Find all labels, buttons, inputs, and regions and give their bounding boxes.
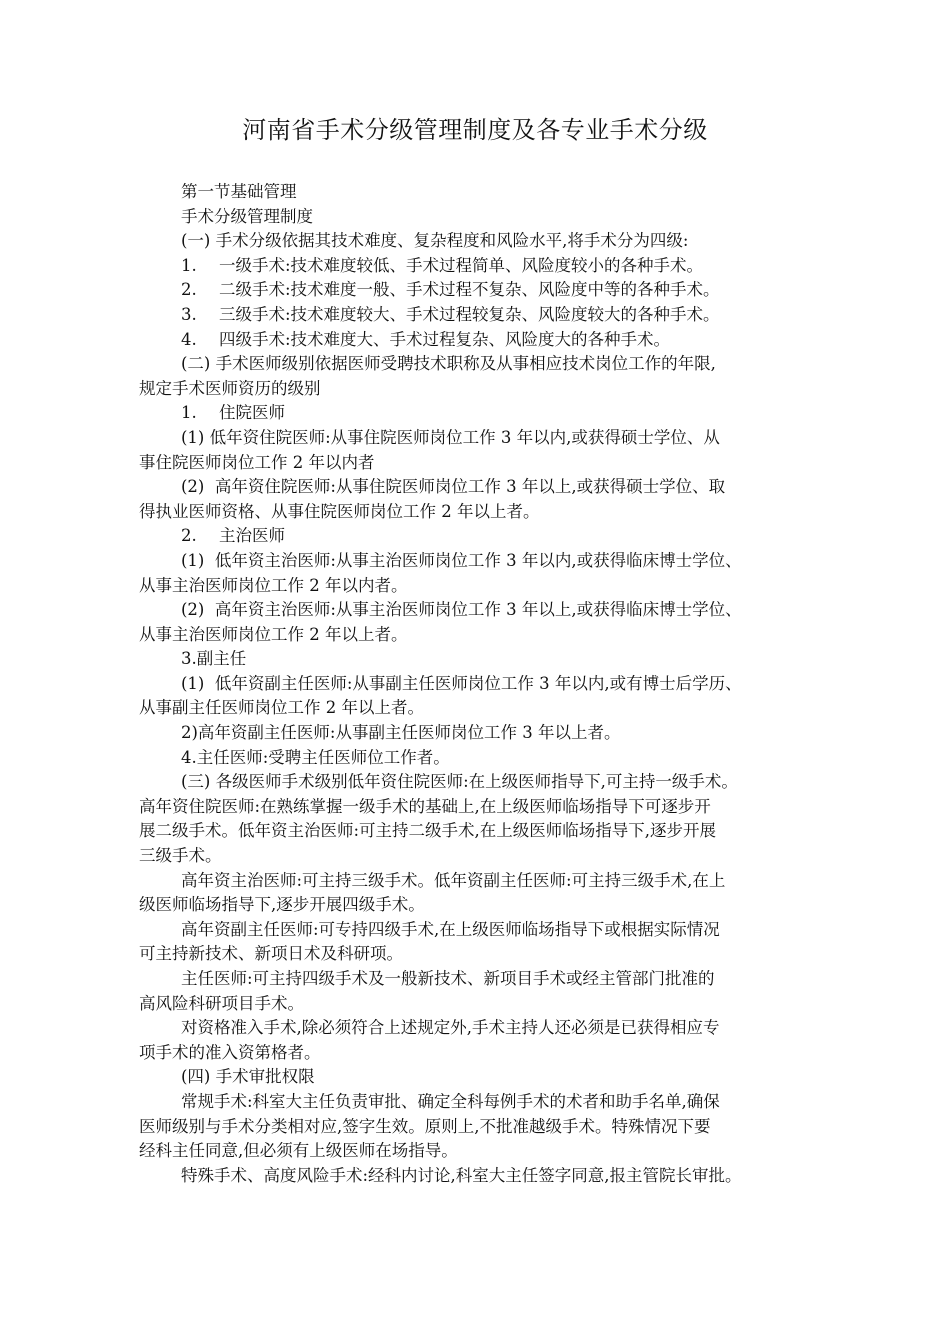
- line-text: 4.主任医师:受聘主任医师位工作者。: [181, 747, 450, 767]
- text-line: [139, 205, 829, 230]
- text-line: [139, 893, 829, 918]
- line-text: (一) 手术分级依据其技术难度、复杂程度和风险水平,将手术分为四级:: [181, 231, 689, 251]
- text-line: [139, 721, 829, 746]
- line-text: 住院医师: [219, 403, 285, 423]
- text-line: [139, 377, 829, 402]
- text-line: [139, 451, 829, 476]
- text-line: [139, 647, 829, 672]
- line-text: 第一节基础管理: [181, 182, 297, 201]
- line-text: 事住院医师岗位工作 2 年以内者: [139, 452, 375, 472]
- list-number: 4.: [181, 329, 197, 349]
- list-number: 1.: [181, 403, 197, 423]
- text-line: [139, 672, 829, 697]
- line-text: 三级手术:技术难度较大、手术过程较复杂、风险度较大的各种手术。: [219, 304, 720, 324]
- line-text: 特殊手术、高度风险手术:经科内讨论,科室大主任签字同意,报主管院长审批。: [181, 1165, 742, 1185]
- line-text: (四) 手术审批权限: [181, 1067, 315, 1087]
- text-line: [139, 254, 829, 279]
- text-line: [139, 819, 829, 844]
- text-line: [139, 795, 829, 820]
- text-line: [139, 623, 829, 648]
- text-line: [139, 1139, 829, 1164]
- list-number: 2.: [181, 280, 197, 300]
- line-text: (1) 低年资副主任医师:从事副主任医师岗位工作 3 年以内,或有博士后学历、: [181, 673, 742, 693]
- text-line: [139, 869, 829, 894]
- line-text: 医师级别与手术分类相对应,签字生效。原则上,不批准越级手术。特殊情况下要: [139, 1116, 711, 1136]
- line-text: 一级手术:技术难度较低、手术过程简单、风险度较小的各种手术。: [219, 255, 704, 275]
- line-text: (二) 手术医师级别依据医师受聘技术职称及从事相应技术岗位工作的年限,: [181, 354, 716, 374]
- text-line: [139, 918, 829, 943]
- text-line: [139, 770, 829, 795]
- line-text: 高年资副主任医师:可专持四级手术,在上级医师临场指导下或根据实际情况: [181, 919, 720, 939]
- line-text: 手术分级管理制度: [181, 206, 313, 226]
- line-text: 级医师临场指导下,逐步开展四级手术。: [139, 895, 425, 915]
- line-text: 展二级手术。低年资主治医师:可主持二级手术,在上级医师临场指导下,逐步开展: [139, 821, 717, 841]
- text-line: [139, 549, 829, 574]
- line-text: 高年资住院医师:在熟练掌握一级手术的基础上,在上级医师临场指导下可逐步开: [139, 796, 711, 816]
- text-line: [139, 942, 829, 967]
- text-line: [139, 278, 829, 303]
- line-text: 规定手术医师资历的级别: [139, 378, 321, 398]
- line-text: 可主持新技术、新项日术及科研项。: [139, 944, 403, 964]
- document-title: 河南省手术分级管理制度及各专业手术分级: [242, 116, 708, 144]
- text-line: [139, 426, 829, 451]
- line-text: 3.副主任: [181, 649, 247, 669]
- text-line: [139, 180, 829, 205]
- line-text: 从事副主任医师岗位工作 2 年以上者。: [139, 698, 424, 718]
- text-line: [139, 475, 829, 500]
- document-body: [139, 180, 829, 1188]
- text-line: [139, 992, 829, 1017]
- text-line: [139, 746, 829, 771]
- list-number: 1.: [181, 255, 197, 275]
- text-line: [139, 328, 829, 353]
- text-line: [139, 1115, 829, 1140]
- line-text: 经科主任同意,但必须有上级医师在场指导。: [139, 1141, 458, 1161]
- line-text: 常规手术:科室大主任负责审批、确定全科每例手术的术者和助手名单,确保: [181, 1091, 720, 1111]
- text-line: [139, 696, 829, 721]
- line-text: 二级手术:技术难度一般、手术过程不复杂、风险度中等的各种手术。: [219, 280, 720, 300]
- text-line: [139, 1016, 829, 1041]
- text-line: [139, 1090, 829, 1115]
- line-text: 主治医师: [219, 526, 285, 546]
- list-number: 3.: [181, 304, 197, 324]
- text-line: [139, 967, 829, 992]
- line-text: 高风险科研项目手术。: [139, 993, 304, 1013]
- line-text: 四级手术:技术难度大、手术过程复杂、风险度大的各种手术。: [219, 329, 671, 349]
- line-text: (三) 各级医师手术级别低年资住院医师:在上级医师指导下,可主持一级手术。: [181, 772, 738, 792]
- line-text: 从事主治医师岗位工作 2 年以上者。: [139, 624, 408, 644]
- line-text: 项手术的准入资第格者。: [139, 1042, 321, 1062]
- text-line: [139, 1041, 829, 1066]
- text-line: [139, 1164, 829, 1189]
- line-text: (1) 低年资主治医师:从事主治医师岗位工作 3 年以内,或获得临床博士学位、: [181, 550, 742, 570]
- line-text: 主任医师:可主持四级手术及一般新技术、新项目手术或经主管部门批准的: [181, 969, 715, 988]
- text-line: [139, 574, 829, 599]
- text-line: [139, 844, 829, 869]
- line-text: (1) 低年资住院医师:从事住院医师岗位工作 3 年以内,或获得硕士学位、从: [181, 427, 720, 447]
- line-text: (2) 高年资住院医师:从事住院医师岗位工作 3 年以上,或获得硕士学位、取: [181, 477, 726, 497]
- line-text: 高年资主治医师:可主持三级手术。低年资副主任医师:可主持三级手术,在上: [181, 870, 726, 890]
- text-line: [139, 1065, 829, 1090]
- line-text: 从事主治医师岗位工作 2 年以内者。: [139, 575, 408, 595]
- line-text: 对资格准入手术,除必须符合上述规定外,手术主持人还必须是已获得相应专: [181, 1018, 720, 1038]
- line-text: 2)高年资副主任医师:从事副主任医师岗位工作 3 年以上者。: [181, 723, 621, 743]
- text-line: [139, 401, 829, 426]
- text-line: [139, 524, 829, 549]
- text-line: [139, 229, 829, 254]
- text-line: [139, 352, 829, 377]
- text-line: [139, 500, 829, 525]
- text-line: [139, 303, 829, 328]
- text-line: [139, 598, 829, 623]
- line-text: 三级手术。: [139, 846, 222, 866]
- line-text: 得执业医师资格、从事住院医师岗位工作 2 年以上者。: [139, 501, 540, 521]
- line-text: (2) 高年资主治医师:从事主治医师岗位工作 3 年以上,或获得临床博士学位、: [181, 600, 742, 620]
- list-number: 2.: [181, 526, 197, 546]
